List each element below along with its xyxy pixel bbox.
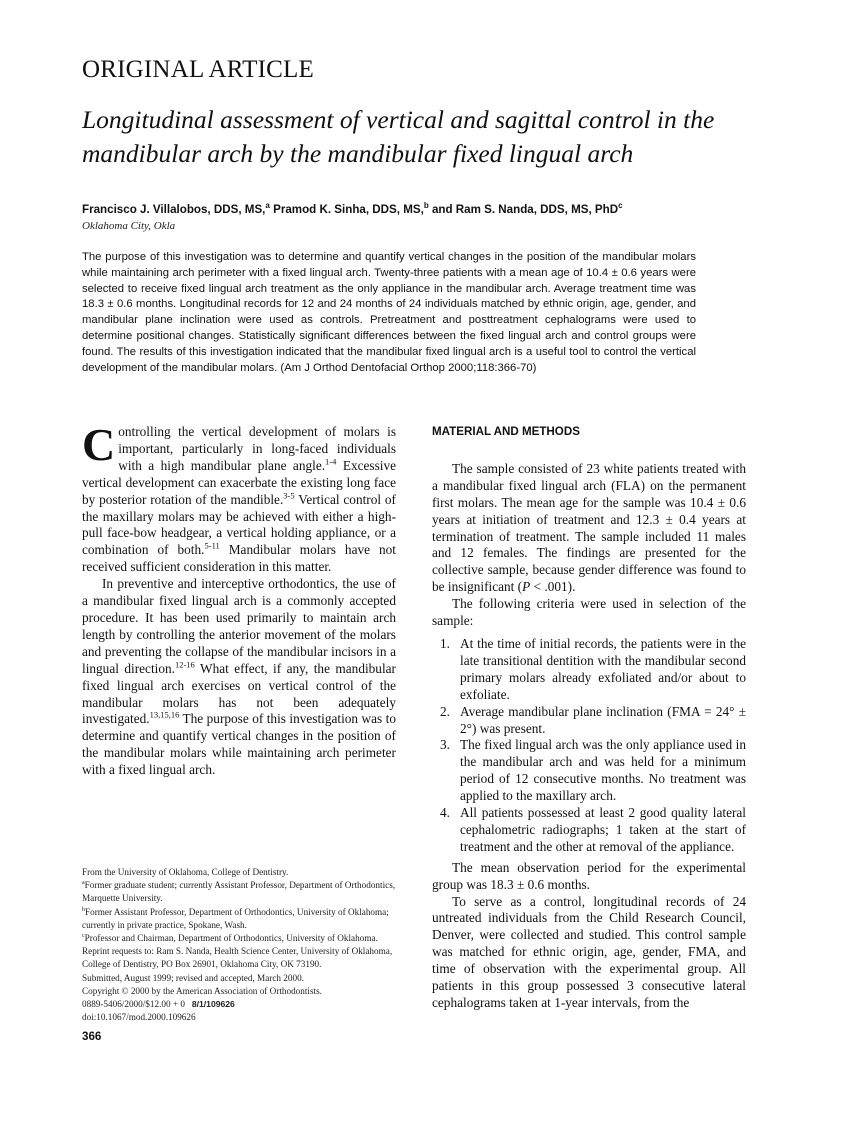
footnote [82, 932, 396, 945]
submission-note: Submitted, August 1999; revised and accepted, March 2000. [82, 972, 304, 983]
text-run: What effect, if any, the mandibular fixed lingual arch exercises on vertical control of the mandibular molars has not been adequately investigated. [82, 660, 396, 727]
author-affiliation-mark: c [618, 201, 623, 211]
body-paragraph: The following criteria were used in selection of the sample: [432, 596, 746, 629]
list-item [432, 737, 746, 805]
body-paragraph [432, 461, 746, 596]
list-item [432, 636, 746, 704]
footnote-text: Professor and Chairman, Department of Orthodontics, University of Oklahoma. [84, 933, 378, 944]
list-item [432, 805, 746, 856]
list-text: All patients possessed at least 2 good quality lateral cephalometric radiographs; 1 taken at the start of treatment and the other at removal of the appliance. [460, 805, 746, 854]
section-heading: MATERIAL AND METHODS [432, 425, 580, 438]
text-run: ontrolling the vertical development of molars is important, particularly in long-faced individuals with a high mandibular plane angle. [118, 424, 396, 473]
list-text: At the time of initial records, the patients were in the late transitional dentition with the mandibular second primary molars already exfoliated and/or about to exfoliate. [460, 635, 746, 702]
text-run: Mandibular molars have not received sufficient consideration in this matter. [82, 542, 396, 575]
issn: 0889-5406/2000/$12.00 + 0 [82, 999, 185, 1010]
footnote-mark: a [82, 880, 85, 887]
text-run: < .001). [530, 579, 576, 595]
abstract: The purpose of this investigation was to determine and quantify vertical changes in the position of the mandibular molars while maintaining arch perimeter with a fixed lingual arch. Twenty-three patients with a mean age of 10.4 ± 0.6 years were selected to receive fixed lingual arch treatment as the only appliance in the mandibular arch. Average treatment time was 18.3 ± 0.6 months. Longitudinal records for 12 and 24 months of 24 individuals matched by ethnic origin, age, gender, and mandibular plane inclination were used as controls. Pretreatment and posttreatment cephalograms were used to determine positional changes. Statistically significant differences between the fixed lingual arch and control groups were found. The results of this investigation indicated that the mandibular fixed lingual arch is a useful tool to control the vertical development of the mandibular molars. (Am J Orthod Dentofacial Orthop 2000;118:366-70) [82, 251, 696, 374]
article-title: Longitudinal assessment of vertical and sagittal control in the mandibular arch by the mandibular fixed lingual arch [82, 105, 715, 168]
footnote [82, 906, 396, 932]
text-run: In preventive and interceptive orthodontics, the use of a mandibular fixed lingual arch is a commonly accepted procedure. It has been used primarily to maintain arch length by controlling the anterior movement of the molars and preventing the collapse of the mandibular incisors in a lingual direction. [82, 576, 396, 676]
footnote-mark: b [82, 906, 85, 913]
footnote-text: Former graduate student; currently Assistant Professor, Department of Orthodontics, Marquette University. [82, 880, 396, 904]
text-run: The sample consisted of 23 white patients treated with a mandibular fixed lingual arch (FLA) on the permanent first molars. The mean age for the sample was 10.4 ± 0.6 years at initiation of treatment and 12.3 ± 0.4 years at termination of treatment. The sample included 11 males and 12 females. The findings are presented for the collective sample, because gender difference was found to be insignificant ( [432, 460, 746, 595]
body-paragraph: To serve as a control, longitudinal records of 24 untreated individuals from the Child Research Council, Denver, were collected and studied. This control sample was matched for ethnic origin, age, gender, FMA, and time of observation with the experimental group. All patients in this group possessed 3 consecutive lateral cephalograms taken at 1-year intervals, from the [432, 893, 746, 1010]
author-name: Pramod K. Sinha, DDS, MS, [269, 203, 424, 216]
footnote-mark: c [82, 932, 85, 939]
drop-cap: C [82, 419, 116, 470]
list-text: Average mandibular plane inclination (FMA = 24° ± 2°) was present. [460, 703, 746, 736]
citation: 1-4 [325, 456, 337, 467]
left-column [82, 419, 396, 779]
author-name: Francisco J. Villalobos, DDS, MS, [82, 203, 266, 216]
footnote [82, 879, 396, 905]
affiliation-note: From the University of Oklahoma, College of Dentistry. [82, 867, 289, 877]
article-code: 8/1/109626 [191, 999, 235, 1010]
text-run: Excessive vertical development can exacerbate the existing long face by posterior rotation of the mandible. [82, 457, 396, 507]
body-paragraph: The mean observation period for the experimental group was 18.3 ± 0.6 months. [432, 859, 746, 892]
list-number: 3. [440, 737, 450, 753]
list-number: 2. [440, 703, 450, 719]
author-list [82, 203, 623, 216]
author-location: Oklahoma City, Okla [82, 220, 176, 232]
list-number: 1. [440, 635, 450, 651]
body-paragraph [82, 576, 396, 779]
citation: 3-5 [283, 490, 295, 501]
list-number: 4. [440, 805, 450, 821]
criteria-list [432, 636, 746, 856]
right-column [432, 424, 746, 1012]
footnote-text: Former Assistant Professor, Department of Orthodontics, University of Oklahoma; currently in private practice, Spokane, Wash. [82, 906, 389, 930]
author-affiliation-mark: a [265, 201, 270, 211]
text-run: Vertical control of the maxillary molars may be achieved with either a high-pull face-bow headgear, a vertical holding appliance, or a combination of both. [82, 491, 396, 558]
citation: 12-16 [174, 659, 195, 670]
list-item [432, 704, 746, 738]
doi: doi:10.1067/mod.2000.109626 [82, 1012, 196, 1023]
section-label: ORIGINAL ARTICLE [82, 56, 314, 83]
issn-line [82, 998, 396, 1011]
author-affiliation-mark: b [423, 201, 429, 211]
list-text: The fixed lingual arch was the only appliance used in the mandibular arch and was held for a minimum period of 12 consecutive months. No treatment was applied to the maxillary arch. [460, 737, 746, 804]
copyright-note: Copyright © 2000 by the American Association of Orthodontists. [82, 985, 322, 996]
page-number: 366 [82, 1030, 102, 1043]
citation: 5-11 [204, 540, 220, 551]
reprint-note: Reprint requests to: Ram S. Nanda, Health Science Center, University of Oklahoma, College of Dentistry, PO Box 26901, Oklahoma City, OK 73190. [82, 946, 393, 970]
intro-paragraph [82, 419, 396, 576]
footnotes [82, 866, 396, 1024]
text-run: The purpose of this investigation was to determine and quantify vertical changes in the position of the mandibular molars while maintaining arch perimeter with a fixed lingual arch. [82, 711, 396, 778]
p-value-symbol: P [522, 579, 531, 595]
author-name: and Ram S. Nanda, DDS, MS, PhD [428, 203, 619, 216]
citation: 13,15,16 [149, 709, 180, 720]
